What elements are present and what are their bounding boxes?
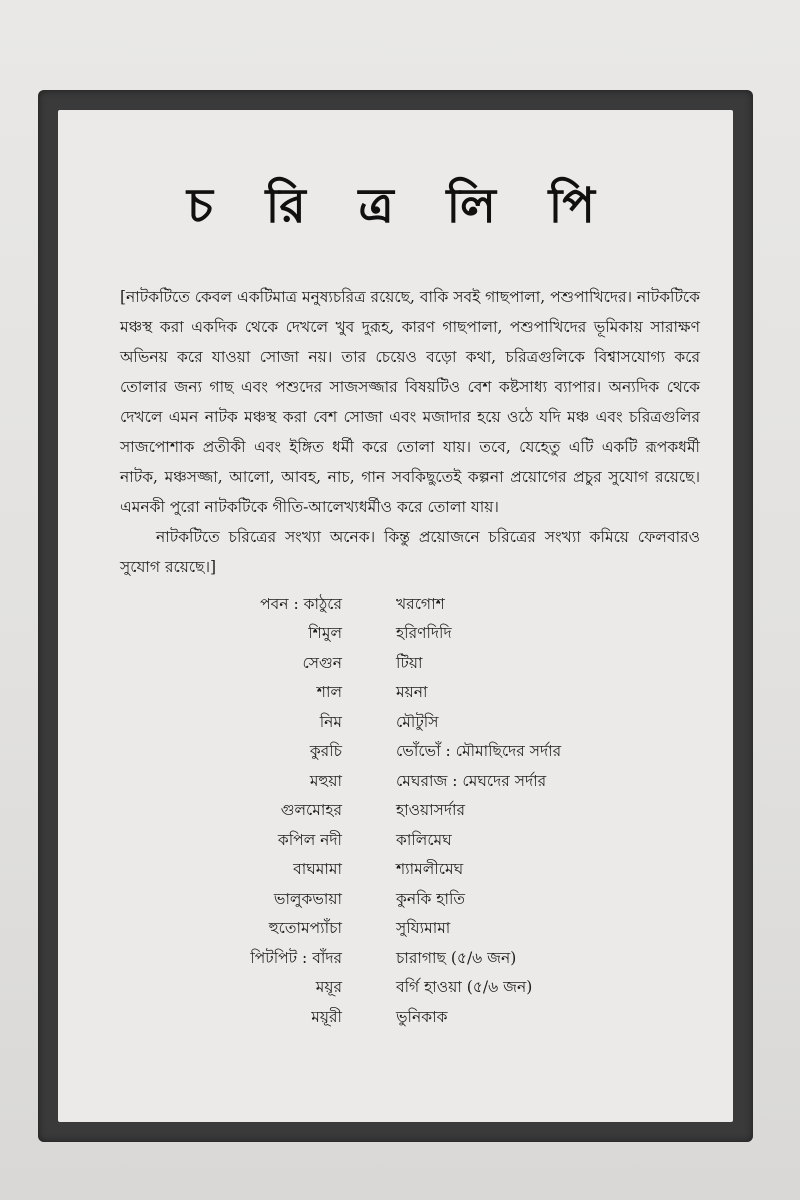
- cast-left-name: কপিল নদী: [277, 830, 342, 849]
- cast-row: [200, 856, 620, 886]
- cast-left-name: নিম: [319, 712, 342, 731]
- cast-left-name: শিমুল: [308, 624, 342, 643]
- cast-row: [200, 590, 620, 620]
- page-title: চ রি ত্র লি পি: [187, 178, 613, 234]
- cast-left-name: ভালুকভায়া: [273, 889, 342, 908]
- cast-row: [200, 974, 620, 1004]
- cast-left-name: শাল: [316, 683, 342, 702]
- cast-row: [200, 826, 620, 856]
- cast-left-name: পিটপিট : বাঁদর: [250, 948, 342, 967]
- cast-left-name: বাঘমামা: [293, 860, 342, 879]
- cast-right-name: শ্যামলীমেঘ: [396, 860, 464, 879]
- cast-left-name: কুরচি: [309, 742, 342, 761]
- cast-left-name: ময়ূর: [315, 978, 342, 997]
- cast-row: [200, 797, 620, 827]
- cast-right-name: হাওয়াসর্দার: [396, 801, 466, 820]
- cast-right-name: বর্গি হাওয়া (৫/৬ জন): [396, 978, 533, 997]
- intro-paragraph-2: নাটকটিতে চরিত্রের সংখ্যা অনেক। কিন্তু প্রয়োজনে চরিত্রের সংখ্যা কমিয়ে ফেলবারও সুযোগ রয়েছে।]: [120, 528, 700, 576]
- cast-row: [200, 767, 620, 797]
- cast-right-name: মেঘরাজ : মেঘদের সর্দার: [396, 771, 547, 790]
- cast-right-name: ভোঁভোঁ : মৌমাছিদের সর্দার: [396, 742, 562, 761]
- cast-row: [200, 620, 620, 650]
- cast-list: [200, 590, 620, 1033]
- cast-left-name: সেগুন: [302, 653, 342, 672]
- cast-row: [200, 679, 620, 709]
- intro-note: [120, 282, 700, 582]
- cast-right-name: হরিণদিদি: [396, 624, 452, 643]
- cast-right-name: ভুনিকাক: [396, 1007, 448, 1026]
- cast-right-name: ময়না: [396, 683, 428, 702]
- cast-left-name: হুতোমপ্যাঁচা: [268, 919, 342, 938]
- cast-row: [200, 885, 620, 915]
- cast-row: [200, 944, 620, 974]
- cast-row: [200, 708, 620, 738]
- cast-right-name: টিয়া: [396, 653, 423, 672]
- cast-right-name: মৌটুসি: [396, 712, 439, 731]
- intro-paragraph-1: [নাটকটিতে কেবল একটিমাত্র মনুষ্যচরিত্র রয়েছে, বাকি সবই গাছপালা, পশুপাখিদের। নাটকটিকে মঞ্চস্থ করা একদিক থেকে দেখলে খুব দুরূহ, কারণ গাছপালা, পশুপাখিদের ভূমিকায় সারাক্ষণ অভিনয় করে যাওয়া সোজা নয়। তার চেয়েও বড়ো কথা, চরিত্রগুলিকে বিশ্বাসযোগ্য করে তোলার জন্য গাছ এবং পশুদের সাজসজ্জার বিষয়টিও বেশ কষ্টসাধ্য ব্যাপার। অন্যদিক থেকে দেখলে এমন নাটক মঞ্চস্থ করা বেশ সোজা এবং মজাদার হয়ে ওঠে যদি মঞ্চ এবং চরিত্রগুলির সাজপোশাক প্রতীকী এবং ইঙ্গিত ধর্মী করে তোলা যায়। তবে, যেহেতু এটি একটি রূপকধর্মী নাটক, মঞ্চসজ্জা, আলো, আবহ, নাচ, গান সবকিছুতেই কল্পনা প্রয়োগের প্রচুর সুযোগ রয়েছে। এমনকী পুরো নাটকটিকে গীতি-আলেখ্যধর্মীও করে তোলা যায়।: [120, 288, 700, 516]
- cast-row: [200, 1003, 620, 1033]
- cast-row: [200, 649, 620, 679]
- cast-row: [200, 915, 620, 945]
- cast-left-name: ময়ূরী: [311, 1007, 342, 1026]
- cast-row: [200, 738, 620, 768]
- cast-right-name: চারাগাছ (৫/৬ জন): [396, 948, 517, 967]
- cast-right-name: সুয্যিমামা: [396, 919, 451, 938]
- cast-left-name: পবন : কাঠুরে: [260, 594, 342, 613]
- cast-right-name: খরগোশ: [396, 594, 445, 613]
- cast-right-name: কুনকি হাতি: [396, 889, 466, 908]
- cast-left-name: গুলমোহর: [280, 801, 342, 820]
- cast-right-name: কালিমেঘ: [396, 830, 452, 849]
- cast-left-name: মহুয়া: [309, 771, 342, 790]
